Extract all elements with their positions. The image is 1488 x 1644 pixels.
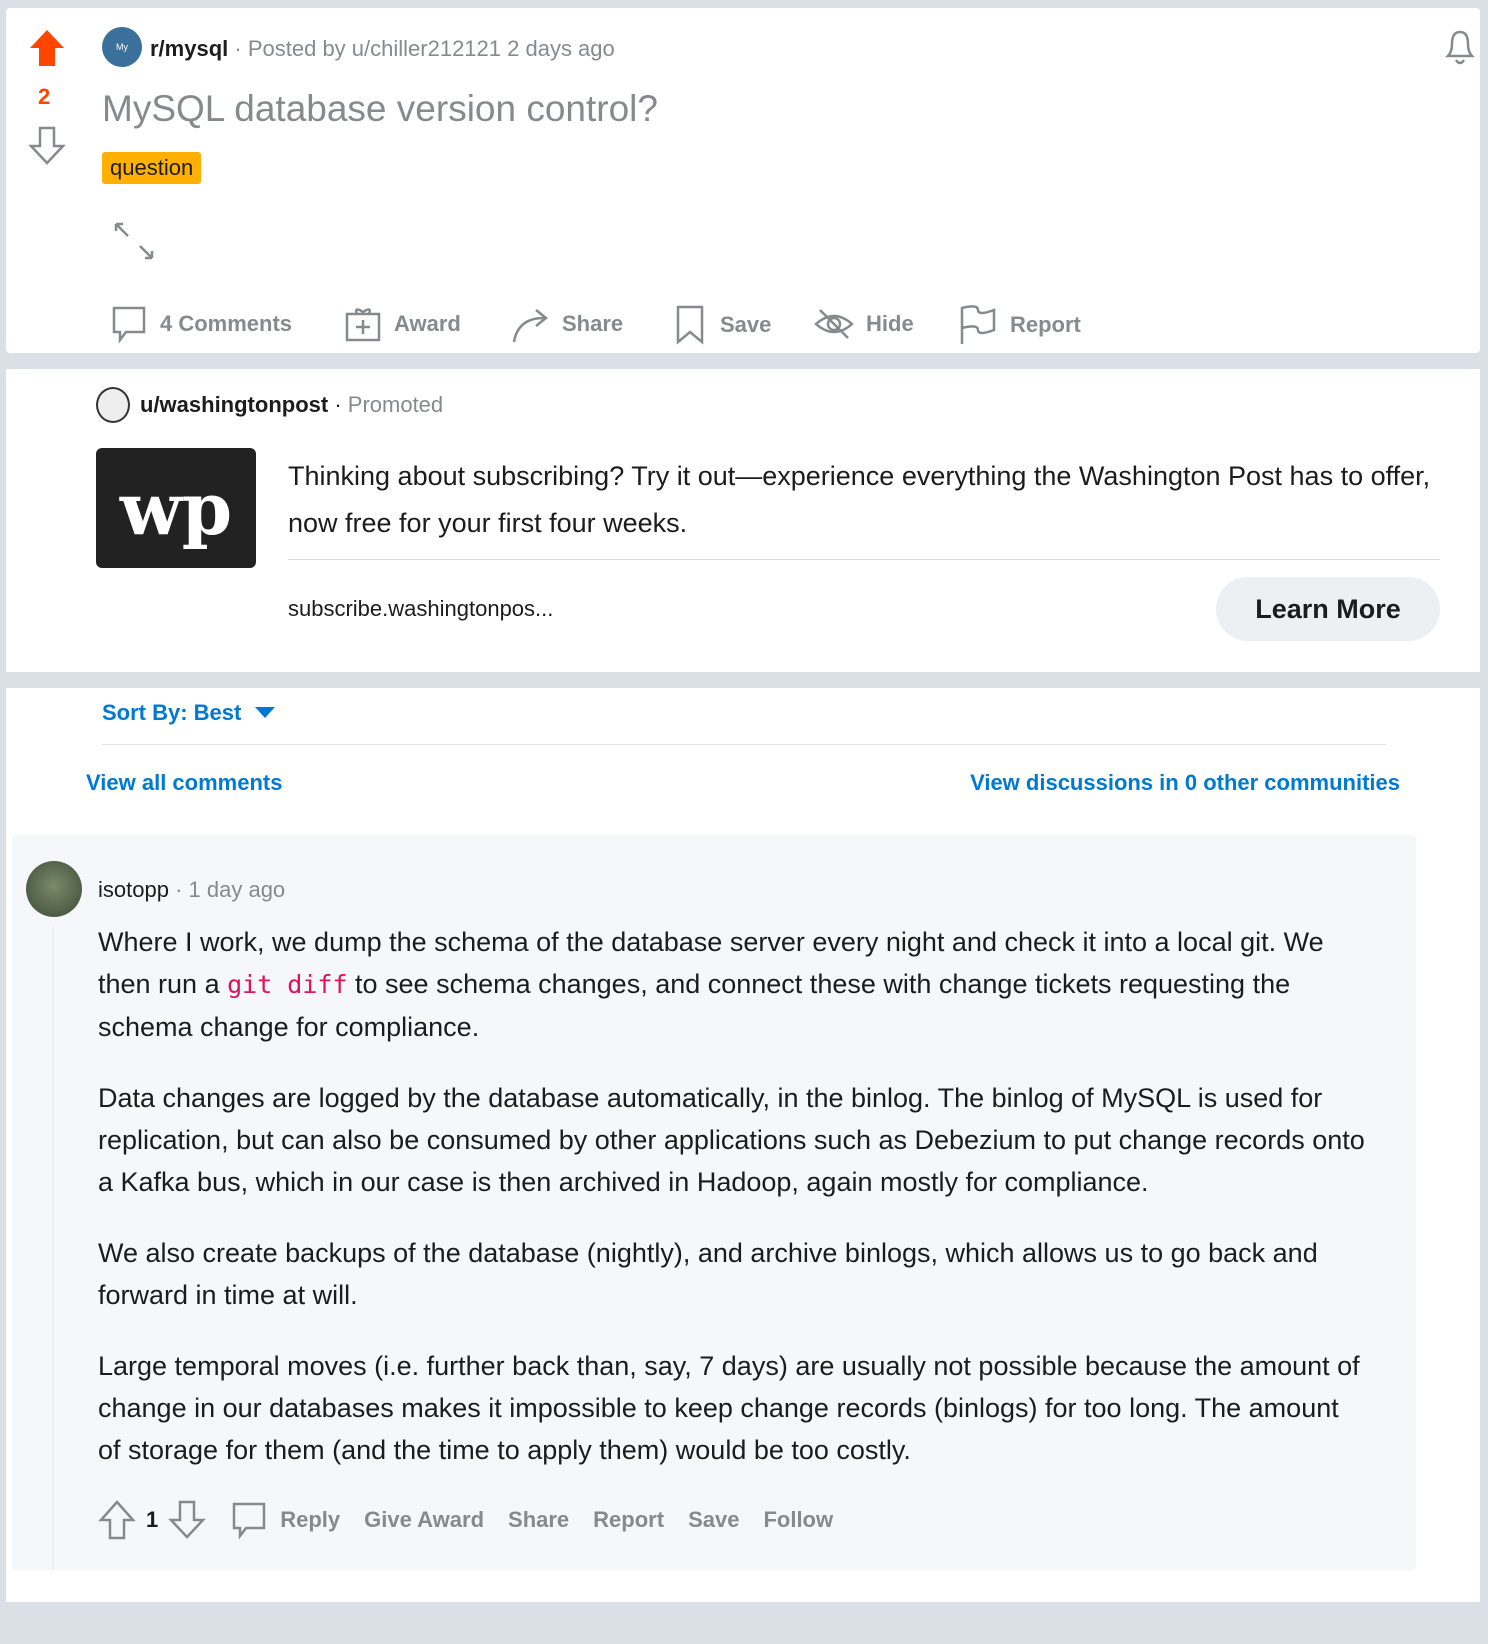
report-button[interactable]: Report (593, 1507, 665, 1532)
share-button[interactable]: Share (508, 1507, 570, 1532)
follow-button[interactable]: Follow (763, 1507, 834, 1532)
comment-paragraph: We also create backups of the database (nightly), and archive binlogs, which allows us to go back and forward in time at will. (98, 1238, 1318, 1310)
advertiser-avatar[interactable] (96, 387, 130, 423)
bookmark-icon (674, 304, 708, 346)
downvote-icon[interactable] (168, 1500, 206, 1540)
gift-icon (344, 304, 382, 344)
hide-label: Hide (866, 311, 914, 336)
thread-line[interactable] (52, 927, 54, 1570)
share-label: Share (562, 311, 624, 336)
flair-badge[interactable]: question (102, 152, 201, 184)
view-discussions-link[interactable]: View discussions in 0 other communities (970, 770, 1400, 795)
flag-icon (958, 304, 998, 346)
comment-paragraph: Large temporal moves (i.e. further back than, say, 7 days) are usually not possible because the amount of change in our databases makes it impossible to keep change records (binlogs) for too long. The amount of storage for them (and the time to apply them) would be too costly. (98, 1351, 1360, 1465)
ad-card (6, 369, 1480, 672)
comments-card (6, 688, 1480, 1602)
subreddit-icon[interactable]: My (102, 27, 142, 67)
sort-dropdown[interactable] (102, 700, 275, 726)
downvote-icon[interactable] (28, 126, 66, 166)
comment (12, 835, 1416, 1570)
share-icon (510, 304, 550, 344)
inline-code: git diff (227, 970, 348, 999)
caret-down-icon (255, 707, 275, 719)
vote-count: 2 (38, 84, 51, 109)
save-button[interactable] (674, 304, 771, 346)
upvote-icon[interactable] (98, 1500, 136, 1540)
ad-divider (288, 559, 1440, 560)
post-card (6, 8, 1480, 353)
ad-text[interactable]: Thinking about subscribing? Try it out—experience everything the Washington Post has to offer, now free for your first four weeks. (288, 461, 1431, 538)
hide-button[interactable] (814, 304, 914, 344)
promoted-label: Promoted (347, 392, 444, 417)
commenter-avatar[interactable] (26, 861, 82, 917)
view-all-comments-link[interactable]: View all comments (86, 770, 283, 795)
bell-icon[interactable] (1440, 26, 1480, 68)
ad-domain[interactable]: subscribe.washingtonpos... (288, 596, 554, 621)
post-header: r/mysql · Posted by u/chiller212121 2 days ago (150, 36, 615, 61)
ad-header: u/washingtonpost · Promoted (96, 387, 1440, 423)
advertiser-link[interactable]: u/washingtonpost (140, 392, 329, 417)
report-label: Report (1010, 312, 1081, 337)
award-button[interactable] (344, 304, 461, 344)
share-button[interactable] (510, 304, 623, 344)
save-label: Save (720, 312, 772, 337)
comment-icon (230, 1500, 268, 1540)
hide-icon (814, 304, 854, 344)
upvote-icon[interactable] (28, 28, 66, 68)
reply-label: Reply (280, 1507, 341, 1532)
report-button[interactable] (958, 304, 1081, 346)
give-award-button[interactable]: Give Award (364, 1507, 485, 1532)
post-title[interactable]: MySQL database version control? (102, 88, 658, 129)
comment-author[interactable]: isotopp (98, 877, 169, 902)
comment-vote-count: 1 (146, 1507, 159, 1532)
comment-header: isotopp · 1 day ago (98, 877, 286, 902)
comment-body (98, 921, 1368, 1471)
award-label: Award (394, 311, 461, 336)
comments-label: 4 Comments (160, 311, 293, 336)
comment-icon (110, 304, 148, 344)
posted-by[interactable]: Posted by u/chiller212121 2 days ago (247, 36, 615, 61)
expand-icon[interactable] (112, 220, 156, 262)
ad-logo[interactable]: wp (96, 448, 256, 568)
reply-button[interactable] (230, 1500, 340, 1540)
sort-label: Sort By: Best (102, 700, 242, 725)
comments-button[interactable] (110, 304, 292, 344)
comment-actions (98, 1500, 1376, 1540)
comment-time[interactable]: 1 day ago (188, 877, 286, 902)
save-button[interactable]: Save (688, 1507, 740, 1532)
comment-paragraph: Where I work, we dump the schema of the database server every night and check it into a local git. We then run a git diff to see schema changes, and connect these with change tickets requesting the schema change for compliance. (98, 927, 1324, 1042)
learn-more-button[interactable]: Learn More (1216, 577, 1440, 641)
sort-divider (102, 744, 1386, 745)
subreddit-link[interactable]: r/mysql (150, 36, 229, 61)
comment-paragraph: Data changes are logged by the database automatically, in the binlog. The binlog of MySQL is used for replication, but can also be consumed by other applications such as Debezium to put change records onto a Kafka bus, which in our case is then archived in Hadoop, again mostly for compliance. (98, 1083, 1365, 1197)
